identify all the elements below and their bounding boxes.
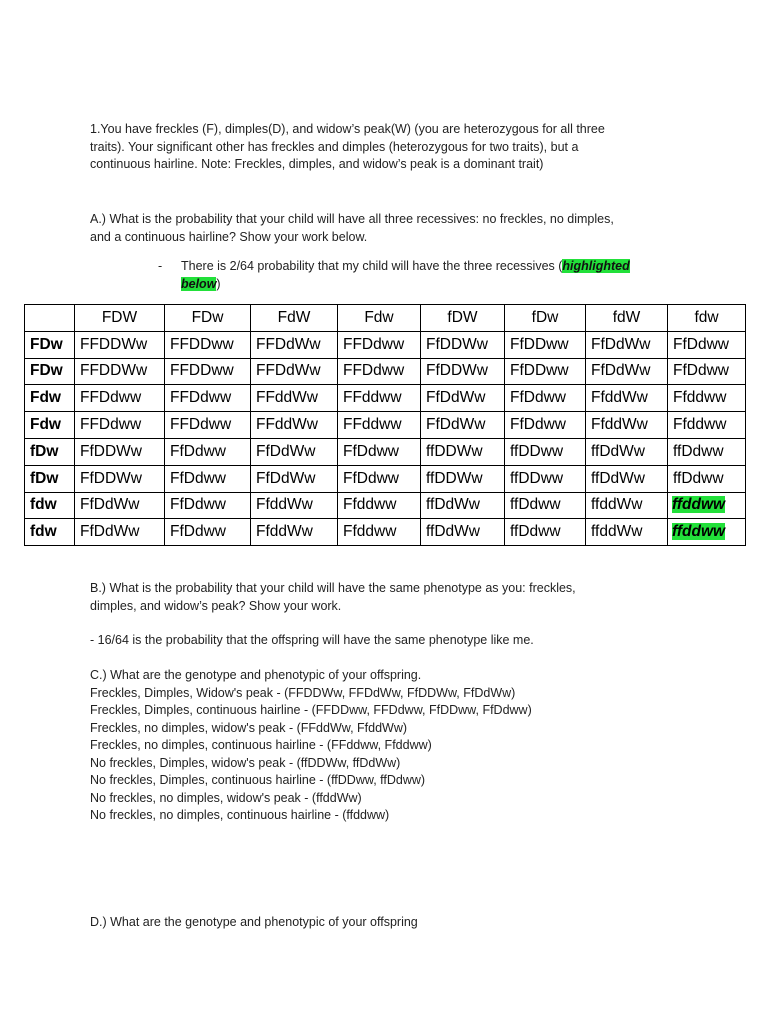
genotype-cell: ffDdww <box>505 492 586 519</box>
genotype-cell: FfDdww <box>165 492 251 519</box>
genotype-cell: FfddWw <box>586 385 668 412</box>
genotype-cell: FfDdww <box>165 519 251 546</box>
genotype-cell: ffDDWw <box>421 438 505 465</box>
highlighted-genotype-cell <box>668 519 746 546</box>
genotype-cell: FFDdww <box>75 412 165 439</box>
genotype-cell: FFddww <box>338 385 421 412</box>
genotype-cell: FFDdww <box>338 331 421 358</box>
question-1-line: traits). Your significant other has freckles and dimples (heterozygous for two traits), but a <box>90 139 579 154</box>
genotype-cell: FFDdWw <box>251 331 338 358</box>
genotype-cell: FfddWw <box>251 492 338 519</box>
genotype-cell: Ffddww <box>668 412 746 439</box>
genotype-cell: FFDDWw <box>75 358 165 385</box>
question-a-line: and a continuous hairline? Show your work below. <box>90 229 368 244</box>
genotype-cell: Ffddww <box>338 519 421 546</box>
genotype-cell: FFDdww <box>165 412 251 439</box>
genotype-cell: FFDDww <box>165 358 251 385</box>
genotype-cell: FFddWw <box>251 385 338 412</box>
highlighted-word: below <box>181 276 217 291</box>
genotype-cell: FfDdWw <box>421 385 505 412</box>
phenotype-line: Freckles, no dimples, widow's peak - (FFddWw, FfddWw) <box>90 720 408 735</box>
question-b <box>90 580 680 615</box>
genotype-cell: ffDdWw <box>586 465 668 492</box>
column-header: FDw <box>165 305 251 332</box>
bullet-dash: - <box>158 259 163 273</box>
table-row <box>25 438 746 465</box>
column-header: fdW <box>586 305 668 332</box>
genotype-cell: FfDdww <box>668 331 746 358</box>
question-1-line: continuous hairline. Note: Freckles, dimples, and widow’s peak is a dominant trait) <box>90 157 544 171</box>
genotype-cell: ffDdww <box>668 438 746 465</box>
genotype-cell: FfDdww <box>668 358 746 385</box>
table-row <box>25 465 746 492</box>
genotype-cell: FfDdWw <box>586 331 668 358</box>
question-c-title: C.) What are the genotype and phenotypic of your offspring. <box>90 668 422 682</box>
answer-b: - 16/64 is the probability that the offspring will have the same phenotype like me. <box>90 633 534 647</box>
phenotype-line: Freckles, Dimples, Widow's peak - (FFDDWw, FFDdWw, FfDDWw, FfDdWw) <box>90 685 516 700</box>
question-d: D.) What are the genotype and phenotypic of your offspring <box>90 915 418 929</box>
genotype-cell: FfddWw <box>251 519 338 546</box>
column-header: FDW <box>75 305 165 332</box>
row-header: fDw <box>25 465 75 492</box>
row-header: fDw <box>25 438 75 465</box>
column-header: fdw <box>668 305 746 332</box>
genotype-cell: ffDdww <box>668 465 746 492</box>
genotype-cell: FfDdww <box>338 438 421 465</box>
genotype-cell: FfDDWw <box>421 331 505 358</box>
table-row <box>25 331 746 358</box>
column-header: fDw <box>505 305 586 332</box>
genotype-cell: FfDdww <box>505 385 586 412</box>
row-header: fdw <box>25 519 75 546</box>
answer-a-text-end: ) <box>216 276 221 291</box>
genotype-cell: ffddWw <box>586 519 668 546</box>
phenotype-line: No freckles, Dimples, continuous hairline - (ffDDww, ffDdww) <box>90 773 426 787</box>
table-row <box>25 492 746 519</box>
genotype-cell: ffDDww <box>505 465 586 492</box>
question-a-line: A.) What is the probability that your child will have all three recessives: no freckles, no dimples, <box>90 212 614 226</box>
row-header: FDw <box>25 358 75 385</box>
row-header: Fdw <box>25 412 75 439</box>
highlighted-genotype-cell <box>668 492 746 519</box>
genotype-cell: FfDdww <box>505 412 586 439</box>
table-row <box>25 385 746 412</box>
genotype-cell: FfDdWw <box>75 492 165 519</box>
genotype-cell: FfDDWw <box>421 358 505 385</box>
phenotype-line: Freckles, no dimples, continuous hairline - (FFddww, Ffddww) <box>90 738 432 752</box>
genotype-cell: FfDdww <box>165 438 251 465</box>
table-row <box>25 519 746 546</box>
highlighted-word: highlighted <box>562 259 630 273</box>
genotype-cell: FfDdww <box>165 465 251 492</box>
column-header: fDW <box>421 305 505 332</box>
row-header: Fdw <box>25 385 75 412</box>
genotype-cell: ffDdWw <box>421 519 505 546</box>
question-b-line: dimples, and widow’s peak? Show your work. <box>90 598 342 613</box>
question-b-line: B.) What is the probability that your child will have the same phenotype as you: freckles, <box>90 581 576 595</box>
genotype-cell: ffDDWw <box>421 465 505 492</box>
column-header: FdW <box>251 305 338 332</box>
question-a <box>90 211 680 246</box>
genotype-cell: FfDDww <box>505 331 586 358</box>
genotype-cell: FfDDWw <box>75 438 165 465</box>
genotype-cell: Ffddww <box>668 385 746 412</box>
highlighted-genotype: ffddww <box>672 523 726 541</box>
genotype-cell: ffDdww <box>505 519 586 546</box>
genotype-cell: ffddWw <box>586 492 668 519</box>
genotype-cell: FfDdww <box>338 465 421 492</box>
row-header: FDw <box>25 331 75 358</box>
genotype-cell: FFddww <box>338 412 421 439</box>
phenotype-line: No freckles, Dimples, widow's peak - (ffDDWw, ffDdWw) <box>90 755 401 770</box>
question-c <box>90 667 680 825</box>
genotype-cell: FFDdww <box>165 385 251 412</box>
genotype-cell: FFDdww <box>338 358 421 385</box>
genotype-cell: FFDDww <box>165 331 251 358</box>
genotype-cell: FFDdWw <box>251 358 338 385</box>
question-1 <box>90 121 680 174</box>
genotype-cell: ffDdWw <box>586 438 668 465</box>
punnett-square <box>24 304 746 546</box>
column-header: Fdw <box>338 305 421 332</box>
genotype-cell: FfDdWw <box>251 465 338 492</box>
genotype-cell: FfDdWw <box>421 412 505 439</box>
corner-cell <box>25 305 75 332</box>
genotype-cell: FFddWw <box>251 412 338 439</box>
highlighted-genotype: ffddww <box>672 496 726 514</box>
table-row <box>25 412 746 439</box>
phenotype-line: No freckles, no dimples, continuous hairline - (ffddww) <box>90 808 390 822</box>
question-1-line: 1.You have freckles (F), dimples(D), and widow’s peak(W) (you are heterozygous for all three <box>90 122 605 136</box>
genotype-cell: FFDDWw <box>75 331 165 358</box>
genotype-cell: ffDDww <box>505 438 586 465</box>
genotype-cell: FfDdWw <box>75 519 165 546</box>
genotype-cell: FfddWw <box>586 412 668 439</box>
genotype-cell: FfDdWw <box>251 438 338 465</box>
row-header: fdw <box>25 492 75 519</box>
genotype-cell: FfDdWw <box>586 358 668 385</box>
phenotype-line: No freckles, no dimples, widow's peak - (ffddWw) <box>90 790 362 805</box>
phenotype-line: Freckles, Dimples, continuous hairline - (FFDDww, FFDdww, FfDDww, FfDdww) <box>90 703 532 717</box>
genotype-cell: ffDdWw <box>421 492 505 519</box>
genotype-cell: FfDDww <box>505 358 586 385</box>
genotype-cell: FfDDWw <box>75 465 165 492</box>
genotype-cell: Ffddww <box>338 492 421 519</box>
table-row <box>25 358 746 385</box>
genotype-cell: FFDdww <box>75 385 165 412</box>
answer-a-text: There is 2/64 probability that my child will have the three recessives ( <box>181 259 563 273</box>
